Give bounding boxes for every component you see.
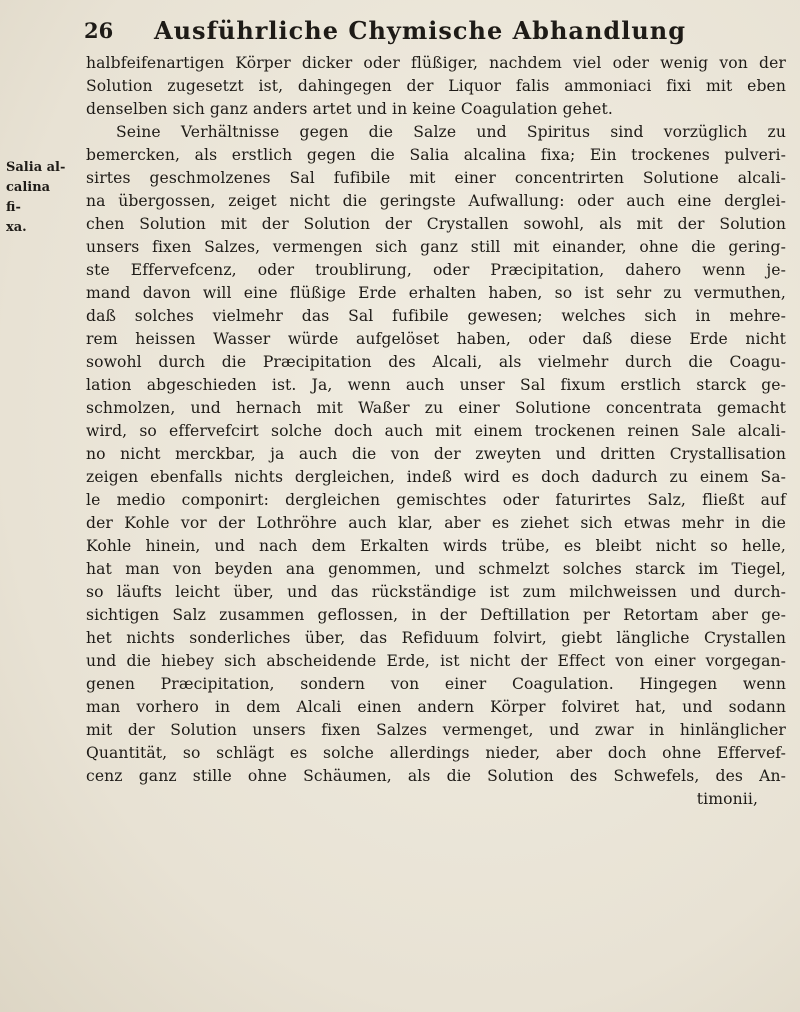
text-line: unsers fixen Salzes, vermengen sich ganz still mit einander, ohne die gering- bbox=[86, 238, 786, 256]
text-line: het nichts sonderliches über, das Refiduum folvirt, giebt längliche Crystallen bbox=[86, 629, 786, 647]
text-line: zeigen ebenfalls nichts dergleichen, indeß wird es doch dadurch zu einem Sa- bbox=[86, 468, 786, 486]
text-line: lation abgeschieden ist. Ja, wenn auch unser Sal fixum erstlich starck ge- bbox=[86, 376, 786, 394]
text-line: Quantität, so schlägt es solche allerdings nieder, aber doch ohne Effervef- bbox=[86, 744, 786, 762]
text-line: so läufts leicht über, und das rückständige ist zum milchweissen und durch- bbox=[86, 583, 786, 601]
text-line: sowohl durch die Præcipitation des Alcali, als vielmehr durch die Coagu- bbox=[86, 353, 786, 371]
text-line: denselben sich ganz anders artet und in keine Coagulation gehet. bbox=[86, 100, 613, 118]
text-line: no nicht merckbar, ja auch die von der zweyten und dritten Crystallisation bbox=[86, 445, 786, 463]
text-line: genen Præcipitation, sondern von einer Coagulation. Hingegen wenn bbox=[86, 675, 786, 693]
text-line: Seine Verhältnisse gegen die Salze und Spiritus sind vorzüglich zu bbox=[116, 123, 786, 141]
body-text bbox=[86, 52, 786, 811]
text-line: sirtes geschmolzenes Sal fufibile mit einer concentrirten Solutione alcali- bbox=[86, 169, 786, 187]
text-line: schmolzen, und hernach mit Waßer zu einer Solutione concentrata gemacht bbox=[86, 399, 786, 417]
page-number: 26 bbox=[84, 18, 114, 43]
text-line: daß solches vielmehr das Sal fufibile gewesen; welches sich in mehre- bbox=[86, 307, 786, 325]
page-header bbox=[70, 14, 770, 50]
text-line: le medio componirt: dergleichen gemischtes oder faturirtes Salz, fließt auf bbox=[86, 491, 786, 509]
text-line: Kohle hinein, und nach dem Erkalten wirds trübe, es bleibt nicht so helle, bbox=[86, 537, 786, 555]
text-line: na übergossen, zeiget nicht die geringste Aufwallung: oder auch eine derglei- bbox=[86, 192, 786, 210]
text-line: wird, so effervefcirt solche doch auch mit einem trockenen reinen Sale alcali- bbox=[86, 422, 786, 440]
catchword: timonii, bbox=[696, 790, 758, 808]
margin-note bbox=[6, 158, 66, 238]
text-line: man vorhero in dem Alcali einen andern Körper folviret hat, und sodann bbox=[86, 698, 786, 716]
text-line: halbfeifenartigen Körper dicker oder flüßiger, nachdem viel oder wenig von der bbox=[86, 54, 786, 72]
text-line: rem heissen Wasser würde aufgelöset haben, oder daß diese Erde nicht bbox=[86, 330, 786, 348]
text-line: bemercken, als erstlich gegen die Salia alcalina fixa; Ein trockenes pulveri- bbox=[86, 146, 786, 164]
text-line: und die hiebey sich abscheidende Erde, ist nicht der Effect von einer vorgegan- bbox=[86, 652, 786, 670]
text-line: cenz ganz stille ohne Schäumen, als die Solution des Schwefels, des An- bbox=[86, 767, 786, 785]
text-line: mand davon will eine flüßige Erde erhalten haben, so ist sehr zu vermuthen, bbox=[86, 284, 786, 302]
text-line: Solution zugesetzt ist, dahingegen der Liquor falis ammoniaci fixi mit eben bbox=[86, 77, 786, 95]
text-line: chen Solution mit der Solution der Crystallen sowohl, als mit der Solution bbox=[86, 215, 786, 233]
text-line: sichtigen Salz zusammen geflossen, in der Deftillation per Retortam aber ge- bbox=[86, 606, 786, 624]
margin-note-line: calina fi- bbox=[6, 180, 51, 215]
running-head: Ausführliche Chymische Abhandlung bbox=[153, 16, 686, 45]
margin-note-line: xa. bbox=[6, 220, 27, 235]
text-line: ste Effervefcenz, oder troublirung, oder Præcipitation, dahero wenn je- bbox=[86, 261, 786, 279]
text-line: der Kohle vor der Lothröhre auch klar, aber es ziehet sich etwas mehr in die bbox=[86, 514, 786, 532]
text-line: hat man von beyden ana genommen, und schmelzt solches starck im Tiegel, bbox=[86, 560, 786, 578]
margin-note-line: Salia al- bbox=[6, 160, 66, 175]
text-line: mit der Solution unsers fixen Salzes vermenget, und zwar in hinlänglicher bbox=[86, 721, 786, 739]
